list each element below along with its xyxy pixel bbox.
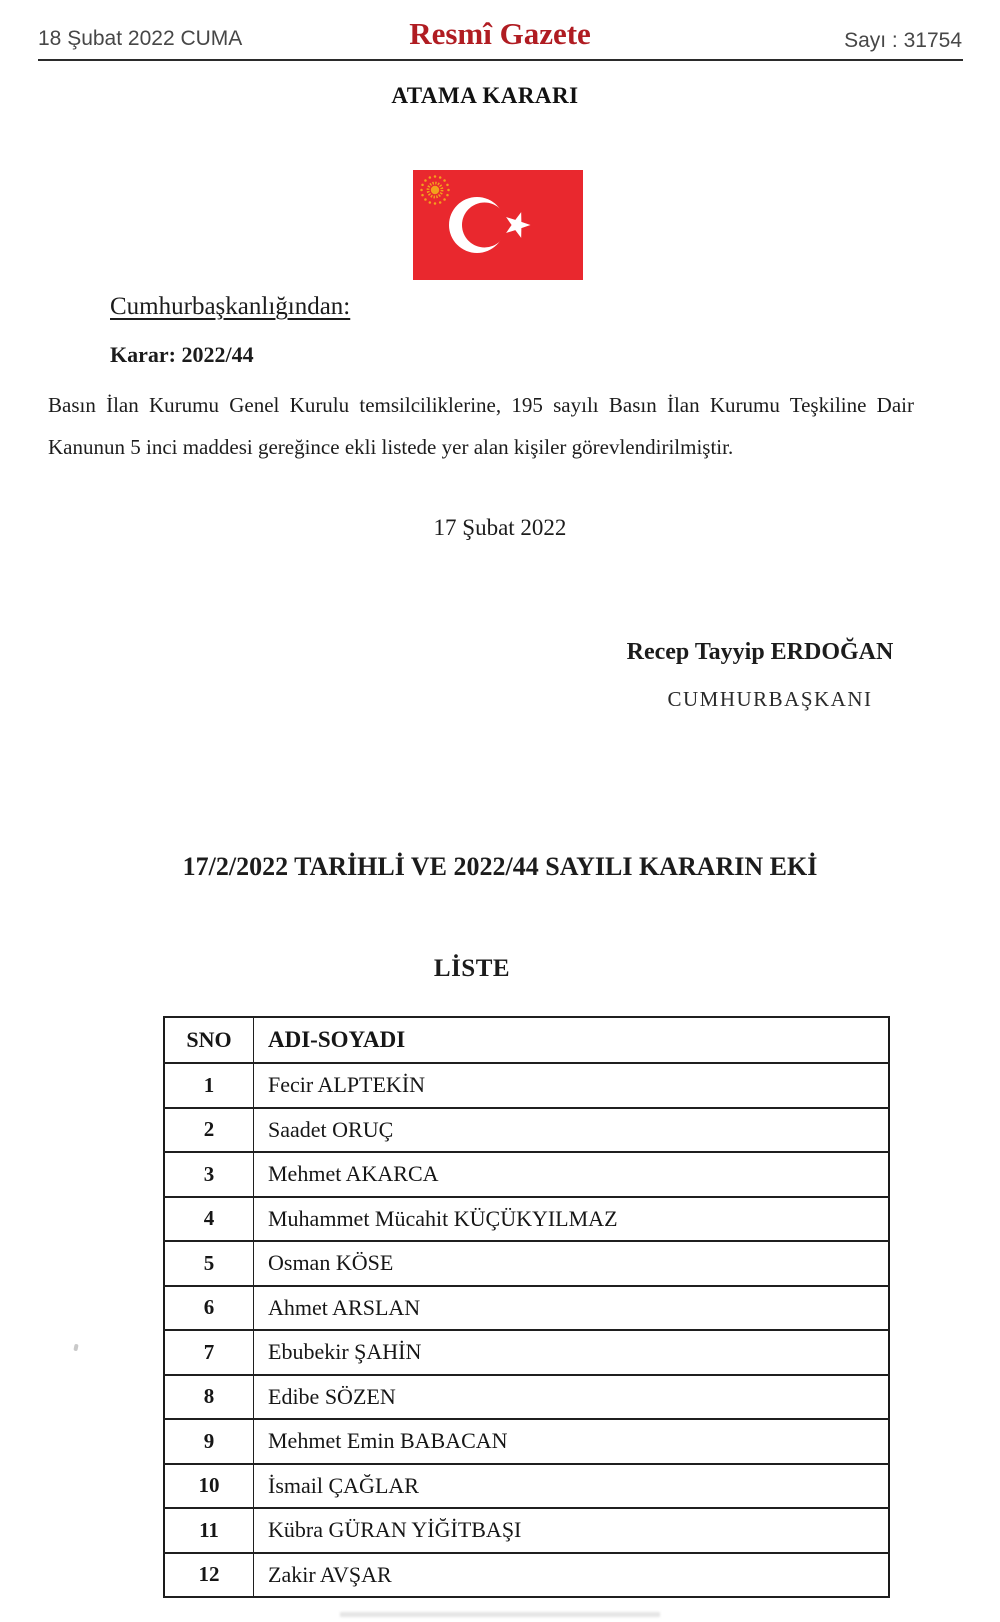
row-number-cell: 7	[164, 1330, 254, 1375]
gazette-date: 18 Şubat 2022 CUMA	[38, 27, 243, 50]
scan-artifact-streak	[340, 1612, 660, 1617]
table-row	[164, 1063, 889, 1108]
liste-table-body	[164, 1063, 889, 1597]
gazette-masthead: Resmî Gazete	[409, 16, 591, 51]
row-name-cell: Mehmet AKARCA	[254, 1152, 890, 1197]
row-name-cell: Ebubekir ŞAHİN	[254, 1330, 890, 1375]
signature-name: Recep Tayyip ERDOĞAN	[626, 639, 894, 665]
row-name-cell: İsmail ÇAĞLAR	[254, 1464, 890, 1509]
row-number-cell: 11	[164, 1508, 254, 1553]
turkish-presidential-flag	[413, 170, 583, 280]
column-header-name: ADI-SOYADI	[254, 1017, 890, 1063]
table-header-row	[164, 1017, 889, 1063]
row-number-cell: 12	[164, 1553, 254, 1598]
row-number-cell: 1	[164, 1063, 254, 1108]
row-number-cell: 2	[164, 1108, 254, 1153]
decision-date: 17 Şubat 2022	[433, 515, 567, 540]
row-name-cell: Edibe SÖZEN	[254, 1375, 890, 1420]
row-name-cell: Saadet ORUÇ	[254, 1108, 890, 1153]
document-title: ATAMA KARARI	[391, 83, 579, 108]
table-row	[164, 1152, 889, 1197]
row-number-cell: 8	[164, 1375, 254, 1420]
row-number-cell: 5	[164, 1241, 254, 1286]
table-row	[164, 1508, 889, 1553]
list-title: LİSTE	[433, 955, 511, 982]
liste-table	[163, 1016, 890, 1598]
row-name-cell: Osman KÖSE	[254, 1241, 890, 1286]
decree-body-text: Basın İlan Kurumu Genel Kurulu temsilciliklerine, 195 sayılı Basın İlan Kurumu Teşkiline Dair Kanunun 5 inci maddesi gereğince ekli listede yer alan kişiler görevlendirilmiştir.	[48, 393, 914, 459]
decision-number: Karar: 2022/44	[110, 342, 254, 367]
row-number-cell: 10	[164, 1464, 254, 1509]
table-row	[164, 1108, 889, 1153]
row-number-cell: 3	[164, 1152, 254, 1197]
table-row	[164, 1197, 889, 1242]
row-name-cell: Mehmet Emin BABACAN	[254, 1419, 890, 1464]
table-row	[164, 1241, 889, 1286]
table-row	[164, 1330, 889, 1375]
signature-title: CUMHURBAŞKANI	[667, 687, 873, 711]
row-name-cell: Muhammet Mücahit KÜÇÜKYILMAZ	[254, 1197, 890, 1242]
header-divider	[38, 59, 963, 61]
row-name-cell: Kübra GÜRAN YİĞİTBAŞI	[254, 1508, 890, 1553]
row-name-cell: Zakir AVŞAR	[254, 1553, 890, 1598]
table-row	[164, 1553, 889, 1598]
annex-title: 17/2/2022 TARİHLİ VE 2022/44 SAYILI KARARIN EKİ	[182, 852, 818, 881]
row-number-cell: 6	[164, 1286, 254, 1331]
table-row	[164, 1375, 889, 1420]
liste-table-head	[164, 1017, 889, 1063]
gazette-issue-number: Sayı : 31754	[844, 29, 962, 52]
issuing-authority: Cumhurbaşkanlığından:	[110, 293, 351, 320]
row-number-cell: 4	[164, 1197, 254, 1242]
column-header-sno: SNO	[164, 1017, 254, 1063]
row-name-cell: Fecir ALPTEKİN	[254, 1063, 890, 1108]
scan-artifact-dot	[73, 1344, 78, 1352]
table-row	[164, 1286, 889, 1331]
row-name-cell: Ahmet ARSLAN	[254, 1286, 890, 1331]
row-number-cell: 9	[164, 1419, 254, 1464]
table-row	[164, 1464, 889, 1509]
table-row	[164, 1419, 889, 1464]
flag-image	[413, 170, 583, 280]
